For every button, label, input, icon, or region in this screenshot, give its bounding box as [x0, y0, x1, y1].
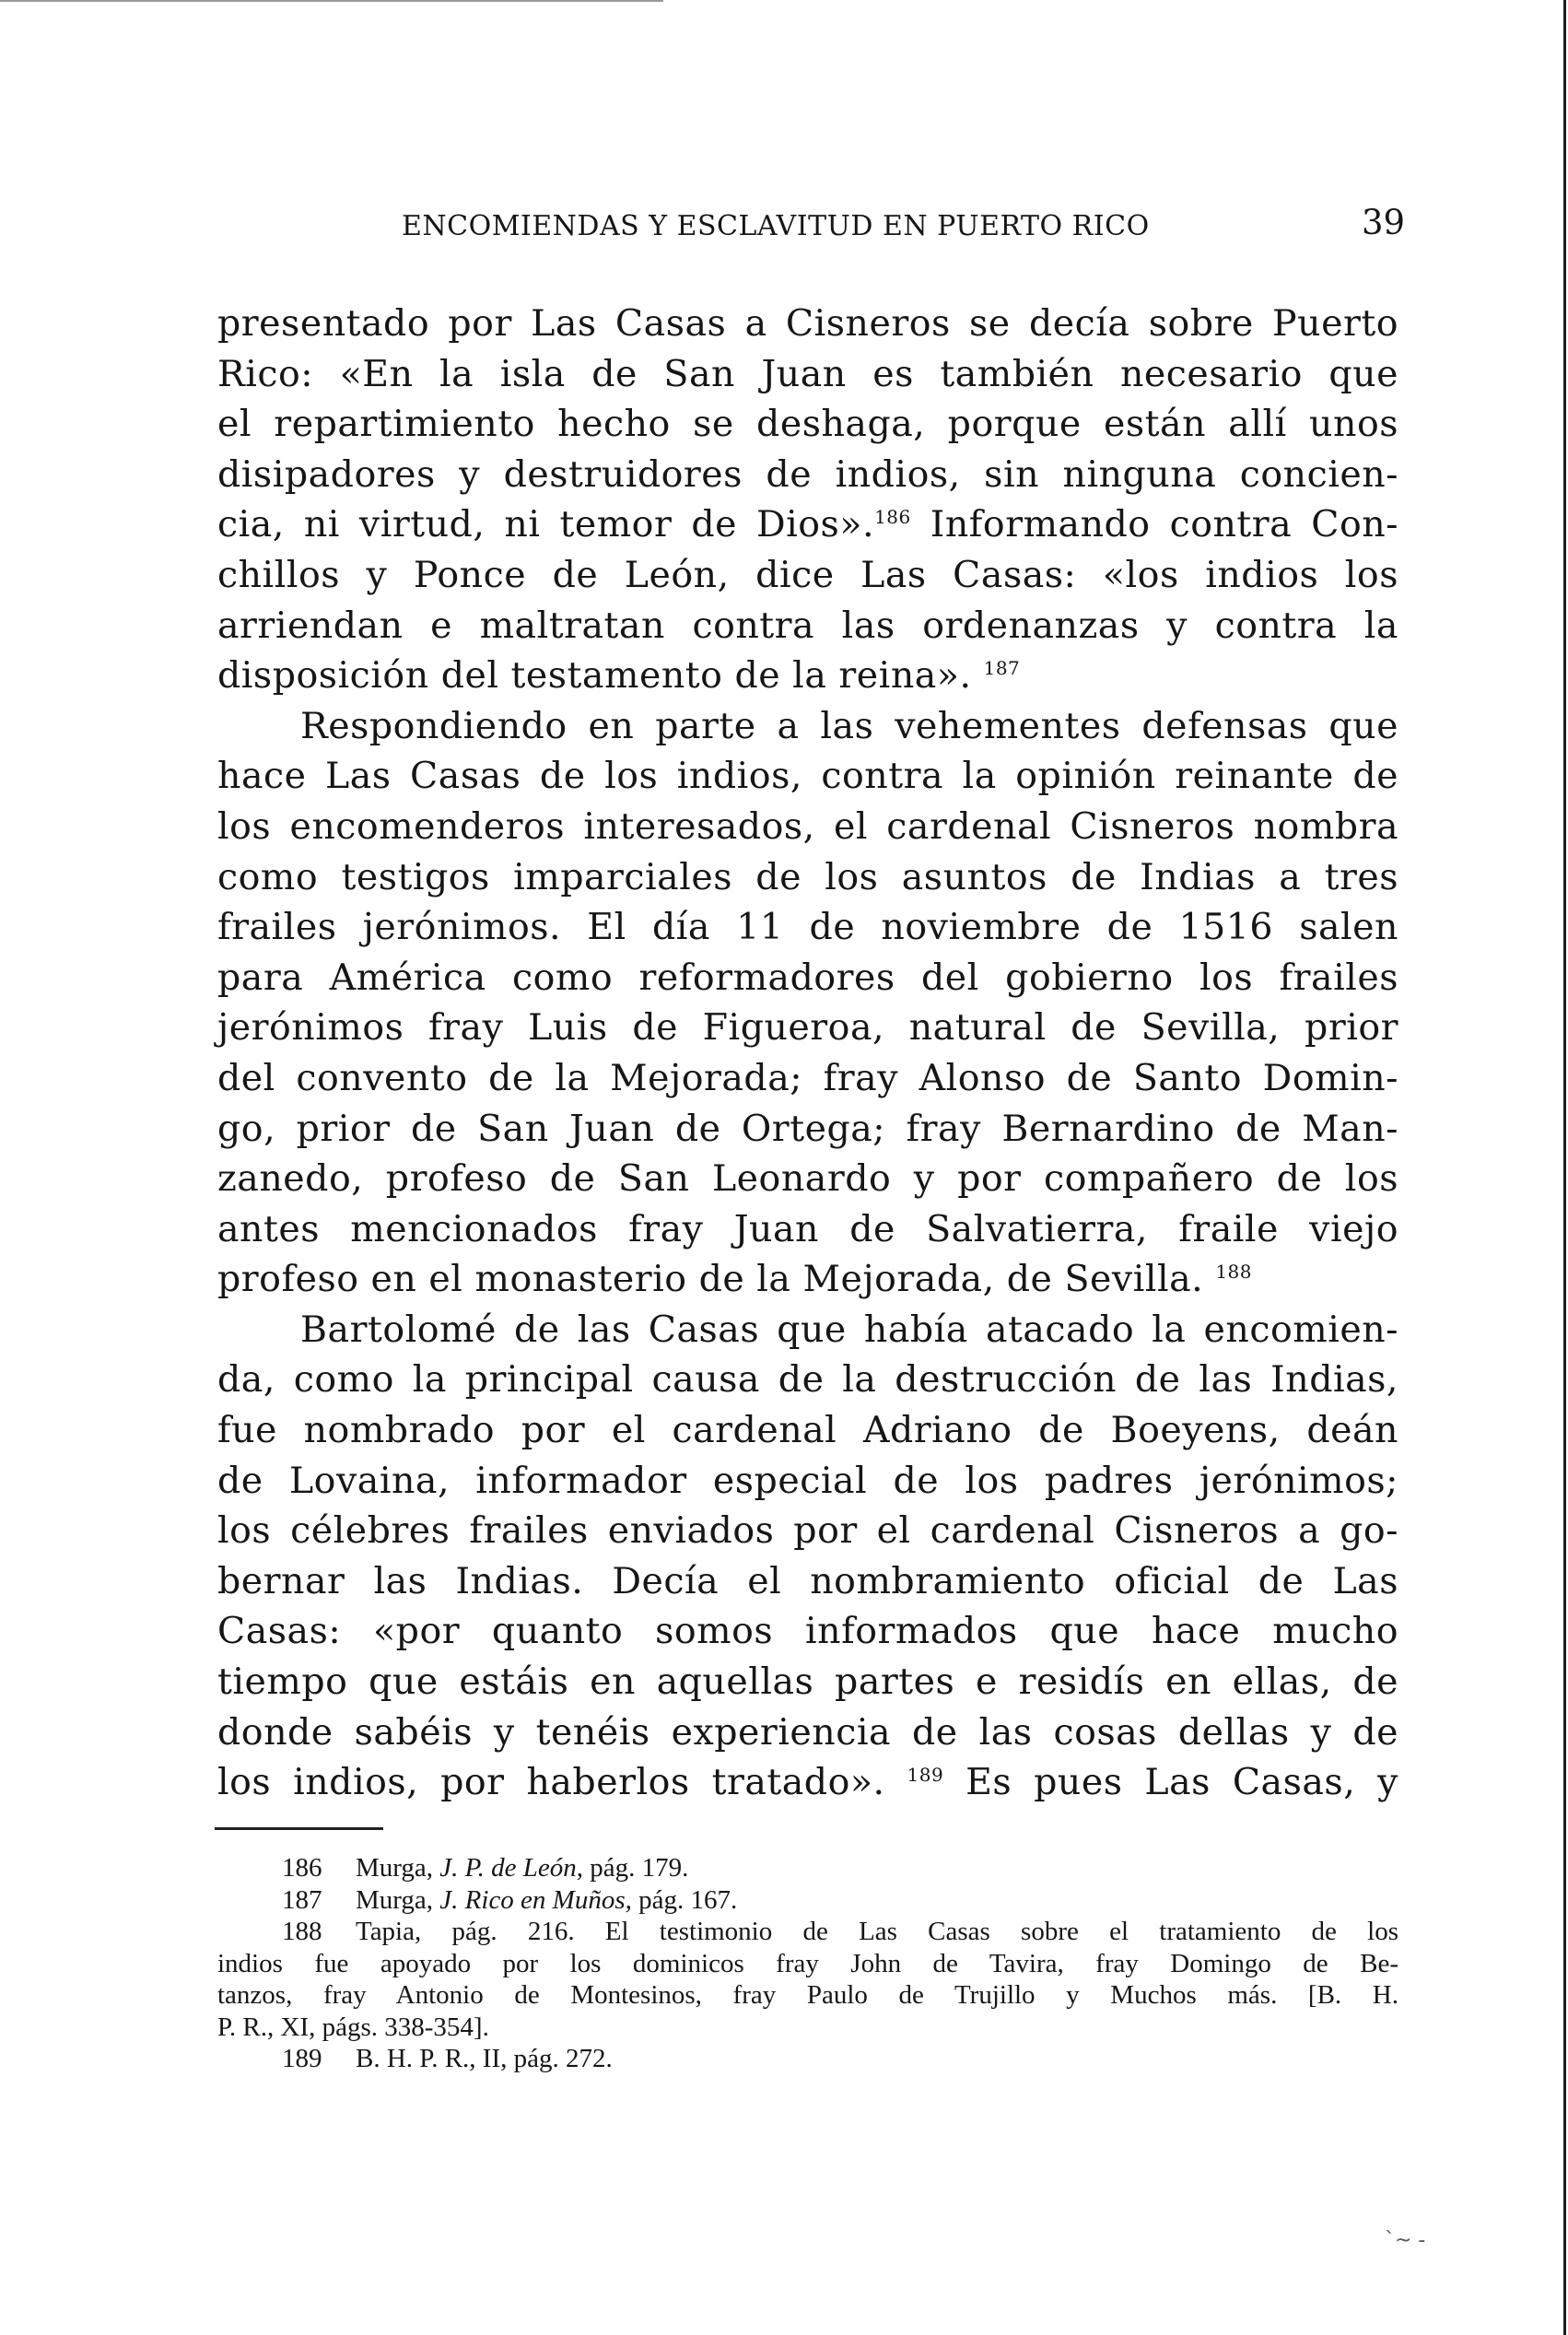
text-line: bernar las Indias. Decía el nombramiento oficial de Las — [217, 1559, 1398, 1602]
note-ref-186: 186 — [874, 506, 911, 529]
text-line: Casas: «por quanto somos informados que hace mucho — [217, 1610, 1398, 1653]
text-segment: Es pues Las Casas, y — [965, 1761, 1398, 1804]
footnote-188-line: P. R., XI, págs. 338-354]. — [217, 2012, 489, 2042]
footnotes — [217, 1852, 1398, 2075]
text-line: antes mencionados fray Juan de Salvatierra, fraile viejo — [217, 1207, 1398, 1250]
footnote-text: Murga, — [356, 1884, 440, 1915]
text-segment: cia, ni virtud, ni temor de Dios». — [217, 503, 875, 546]
text-line — [217, 1757, 1398, 1808]
page-edge — [1563, 0, 1566, 2335]
text-line: tiempo que estáis en aquellas partes e residís en ellas, de — [217, 1660, 1398, 1704]
text-segment: Informando contra Con- — [930, 503, 1399, 546]
text-segment: disposición del testamento de la reina». — [217, 654, 972, 698]
text-line: Bartolomé de las Casas que había atacado la encomien- — [300, 1308, 1398, 1351]
footnote-188-line: indios fue apoyado por los dominicos fray John de Tavira, fray Domingo de Be- — [217, 1948, 1398, 1978]
footnote-title: J. P. de León, — [439, 1853, 584, 1883]
footnote-rule — [215, 1827, 383, 1830]
text-line: disipadores y destruidores de indios, sin ninguna concien- — [217, 452, 1398, 496]
text-line: los célebres frailes enviados por el cardenal Cisneros a go- — [217, 1509, 1398, 1553]
text-line: da, como la principal causa de la destrucción de las Indias, — [217, 1358, 1398, 1402]
text-line: Rico: «En la isla de San Juan es también necesario que — [217, 352, 1398, 395]
note-ref-187: 187 — [983, 657, 1021, 680]
text-line: donde sabéis y tenéis experiencia de las cosas dellas y de — [217, 1710, 1398, 1754]
scan-mark: `~ - — [1385, 2229, 1426, 2252]
text-line — [217, 1254, 1398, 1305]
note-ref-188: 188 — [1215, 1261, 1252, 1284]
text-segment: los indios, por haberlos tratado». — [217, 1761, 885, 1804]
footnote-text: pág. 167. — [631, 1884, 738, 1915]
body-text — [217, 299, 1398, 1808]
footnote-number: 188 — [282, 1917, 322, 1946]
footnote-text: B. H. P. R., II, pág. 272. — [356, 2044, 613, 2073]
text-line: arriendan e maltratan contra las ordenanzas y contra la — [217, 604, 1398, 647]
page-number: 39 — [1362, 203, 1406, 242]
text-line: chillos y Ponce de León, dice Las Casas: «los indios los — [217, 553, 1398, 596]
text-line: hace Las Casas de los indios, contra la opinión reinante de — [217, 755, 1398, 798]
footnote-187 — [217, 1884, 1398, 1917]
text-line: zanedo, profeso de San Leonardo y por compañero de los — [217, 1157, 1398, 1201]
text-line: frailes jerónimos. El día 11 de noviembre de 1516 salen — [217, 906, 1398, 949]
footnote-number: 186 — [282, 1853, 322, 1883]
footnote-188 — [217, 1916, 1398, 1948]
text-segment: profeso en el monasterio de la Mejorada, de Sevilla. — [217, 1258, 1204, 1301]
text-line: del convento de la Mejorada; fray Alonso de Santo Domin- — [217, 1056, 1398, 1099]
footnote-title: J. Rico en Muños, — [439, 1884, 632, 1915]
text-line: para América como reformadores del gobierno los frailes — [217, 956, 1398, 999]
text-line: como testigos imparciales de los asuntos de Indias a tres — [217, 855, 1398, 898]
footnote-text: Tapia, pág. 216. El testimonio de Las Casas sobre el tratamiento de los — [356, 1917, 1398, 1946]
top-rule — [0, 0, 663, 2]
running-head: ENCOMIENDAS Y ESCLAVITUD EN PUERTO RICO — [402, 210, 1150, 242]
text-line: el repartimiento hecho se deshaga, porque están allí unos — [217, 403, 1398, 446]
text-line: Respondiendo en parte a las vehementes defensas que — [300, 704, 1398, 747]
footnote-188-line: tanzos, fray Antonio de Montesinos, fray Paulo de Trujillo y Muchos más. [B. H. — [217, 1980, 1398, 2010]
note-ref-189: 189 — [907, 1764, 944, 1787]
text-line: jerónimos fray Luis de Figueroa, natural de Sevilla, prior — [217, 1006, 1398, 1050]
text-line: fue nombrado por el cardenal Adriano de Boeyens, deán — [217, 1409, 1398, 1452]
text-line: los encomenderos interesados, el cardenal Cisneros nombra — [217, 804, 1398, 848]
text-line: go, prior de San Juan de Ortega; fray Bernardino de Man- — [217, 1107, 1398, 1150]
footnote-number: 187 — [282, 1884, 322, 1915]
text-line: presentado por Las Casas a Cisneros se decía sobre Puerto — [217, 302, 1398, 345]
footnote-189 — [217, 2043, 1398, 2075]
footnote-186 — [217, 1852, 1398, 1884]
footnote-number: 189 — [282, 2044, 322, 2073]
footnote-text: pág. 179. — [583, 1853, 689, 1883]
text-line: de Lovaina, informador especial de los padres jerónimos; — [217, 1459, 1398, 1502]
footnote-text: Murga, — [356, 1853, 440, 1883]
text-line — [217, 651, 1398, 701]
text-line — [217, 499, 1398, 550]
